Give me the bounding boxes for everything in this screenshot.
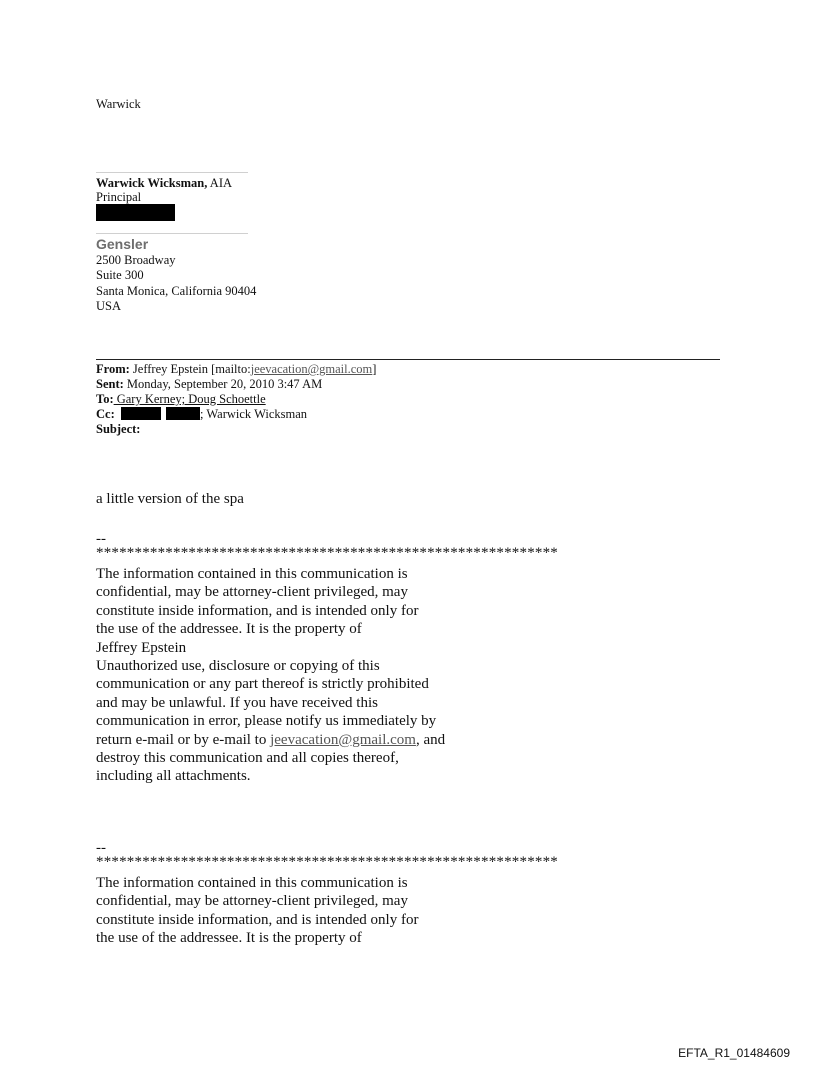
signature-redaction	[96, 204, 175, 221]
greeting-name: Warwick	[96, 97, 141, 111]
disclaimer-line: Jeffrey Epstein	[96, 639, 187, 656]
body-text: a little version of the spa	[96, 491, 244, 507]
disclaimer-line: constitute inside information, and is intended only for	[96, 602, 419, 619]
disclaimer-line: and may be unlawful. If you have received this	[96, 694, 378, 711]
to-label: To:	[96, 392, 114, 406]
from-email-link[interactable]: jeevacation@gmail.com	[250, 362, 373, 376]
from-close: ]	[372, 362, 377, 376]
address-line-2: Suite 300	[96, 268, 144, 282]
header-divider	[96, 359, 720, 360]
disclaimer-line: confidential, may be attorney-client privileged, may	[96, 893, 408, 910]
cc-value: ; Warwick Wicksman	[200, 407, 308, 421]
disclaimer-return-line	[96, 731, 445, 749]
cc-label: Cc:	[96, 407, 115, 421]
return-email-link[interactable]: jeevacation@gmail.com	[270, 731, 416, 748]
from-label: From:	[96, 362, 130, 376]
disclaimer-line: constitute inside information, and is intended only for	[96, 911, 419, 928]
signature-divider-bottom	[96, 233, 248, 234]
header-sent	[96, 377, 322, 392]
disclaimer-line: communication in error, please notify us immediately by	[96, 713, 437, 730]
address-line-3: Santa Monica, California 90404	[96, 284, 257, 298]
company-logo-text: Gensler	[96, 236, 149, 252]
disclaimer-dashes-2: --	[96, 840, 106, 856]
disclaimer-block-2	[96, 874, 418, 948]
signature-divider-top	[96, 172, 248, 173]
cc-redaction-2	[166, 407, 200, 420]
to-value: Gary Kerney; Doug Schoettle	[113, 392, 266, 406]
sent-label: Sent:	[96, 377, 124, 391]
disclaimer-line: communication or any part thereof is strictly prohibited	[96, 676, 429, 693]
disclaimer-line: The information contained in this communication is	[96, 875, 408, 891]
signature-credential: AIA	[207, 176, 233, 190]
return-suffix: , and	[415, 731, 446, 748]
header-cc	[96, 407, 307, 422]
disclaimer-stars: ************************************************************	[96, 545, 558, 561]
header-to	[96, 392, 266, 407]
return-prefix: return e-mail or by e-mail to	[96, 731, 271, 748]
disclaimer-dashes: --	[96, 531, 106, 547]
header-from	[96, 362, 376, 377]
disclaimer-line: the use of the addressee. It is the property of	[96, 621, 362, 638]
signature-name-line	[96, 176, 232, 191]
disclaimer-line: the use of the addressee. It is the property of	[96, 930, 362, 947]
disclaimer-line: destroy this communication and all copies thereof,	[96, 750, 399, 767]
disclaimer-line: Unauthorized use, disclosure or copying of this	[96, 658, 380, 675]
disclaimer-stars-2: ************************************************************	[96, 854, 558, 870]
disclaimer-block-1	[96, 565, 445, 786]
disclaimer-line: confidential, may be attorney-client privileged, may	[96, 584, 408, 601]
signature-title: Principal	[96, 190, 142, 204]
disclaimer-line: including all attachments.	[96, 768, 251, 785]
signature-name: Warwick Wicksman,	[96, 176, 208, 190]
cc-redaction-1	[121, 407, 161, 420]
from-name: Jeffrey Epstein [mailto:	[129, 362, 251, 376]
disclaimer-line: The information contained in this communication is	[96, 566, 408, 582]
address-line-1: 2500 Broadway	[96, 253, 176, 267]
subject-label: Subject:	[96, 422, 141, 436]
sent-value: Monday, September 20, 2010 3:47 AM	[123, 377, 323, 391]
address-line-4: USA	[96, 299, 122, 313]
document-id: EFTA_R1_01484609	[678, 1046, 790, 1060]
